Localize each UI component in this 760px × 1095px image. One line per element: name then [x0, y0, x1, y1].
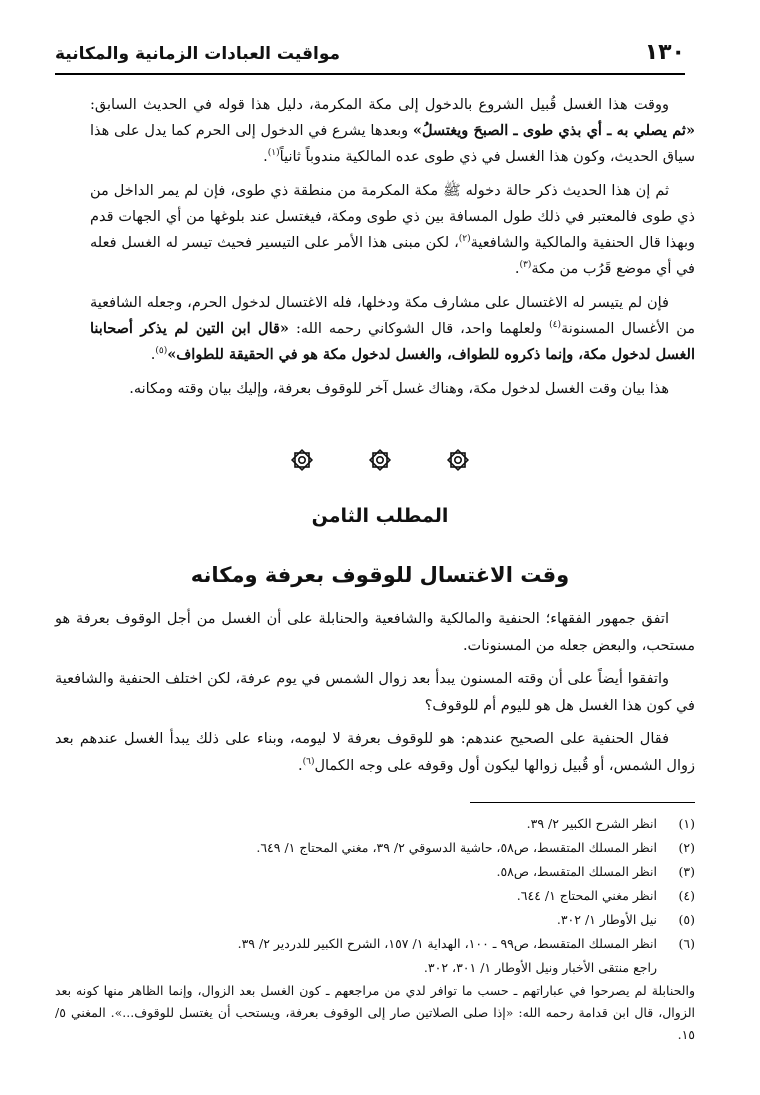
paragraph: ثم إن هذا الحديث ذكر حالة دخوله ﷺ مكة المكرمة من منطقة ذي طوى، فإن لم يمر الداخل من ذي طوى فالمعتبر في ذلك طول المسافة بين ذي طوى ومكة، فيغتسل عند بلوغها من أي الجهات قدم وبهذا قال الحنفية والمالكية والشافعية$^{(٢)}$، لكن مبنى هذا الأمر على التيسير فحيث تيسر له الغسل فعله في أي موضع قَرُب من مكة$^{(٣)}$. — [90, 183, 695, 277]
paragraph: فإن لم يتيسر له الاغتسال على مشارف مكة ودخلها، فله الاغتسال لدخول الحرم، وجعله الشافعية من الأغسال المسنونة$^{(٤)}$ ولعلهما واحد، قال الشوكاني رحمه الله: «قال ابن التين لم يذكر أصحابنا الغسل لدخول مكة، وإنما ذكروه للطواف، والغسل لدخول مكة هو في الحقيقة للطواف»$^{(٥)}$. — [90, 295, 696, 363]
footnotes — [55, 812, 695, 1046]
footnote-number: (٣) — [678, 864, 695, 879]
footnote-ref[interactable]: (٢) — [458, 234, 471, 245]
footnote-rule — [470, 802, 695, 803]
section-body-2 — [55, 606, 695, 786]
paragraph: اتفق جمهور الفقهاء؛ الحنفية والمالكية والشافعية والحنابلة على أن الغسل من أجل الوقوف بعرفة هو مستحب، والبعض جعله من المسنونات. — [55, 611, 695, 654]
footnote-number: (٦) — [678, 936, 695, 951]
footnote — [55, 932, 695, 956]
footnote-number: (٢) — [678, 840, 695, 855]
paragraph: واتفقوا أيضاً على أن وقته المسنون يبدأ بعد زوال الشمس في يوم عرفة، لكن اختلف الحنفية والشافعية في كون هذا الغسل هل هو لليوم أم للوقوف؟ — [55, 671, 695, 714]
header-rule — [55, 73, 685, 75]
footnote-number: (٥) — [678, 912, 695, 927]
footnote-text: انظر المسلك المتقسط، ص٥٨. — [496, 864, 657, 879]
section-title: وقت الاغتسال للوقوف بعرفة ومكانه — [190, 563, 570, 587]
quote: «قال ابن التين لم يذكر أصحابنا الغسل لدخول مكة، وإنما ذكروه للطواف، والغسل لدخول مكة هو في الحقيقة للطواف» — [90, 320, 695, 363]
hadith-quote: «ثم يصلي به ـ أي بذي طوى ـ الصبحَ ويغتسلُ» — [412, 122, 696, 139]
footnote-text: انظر الشرح الكبير ٢/ ٣٩. — [526, 816, 657, 831]
footnote — [55, 860, 695, 884]
footnote-paragraph: والحنابلة لم يصرحوا في عباراتهم ـ حسب ما توافر لدي من مراجعهم ـ كون الغسل بعد الزوال، وإنما الظاهر منها كونه بعد الزوال، قال ابن قدامة رحمه الله: «إذا صلى الصلاتين صار إلى الوقوف بعرفة، ويستحب أن يغتسل للوقوف...». المغني ٥/ ١٥. — [55, 983, 695, 1042]
ornament-icon — [290, 448, 314, 472]
ornament-icon — [446, 448, 470, 472]
section-label: المطلب الثامن — [311, 505, 449, 527]
footnote-number: (١) — [678, 816, 695, 831]
page-header — [55, 40, 685, 74]
footnote-ref[interactable]: (٤) — [549, 320, 562, 331]
footnote-text: انظر مغني المحتاج ١/ ٦٤٤. — [516, 888, 657, 903]
footnote-ref[interactable]: (٦) — [302, 757, 315, 768]
ornament-icon — [368, 448, 392, 472]
running-title: مواقيت العبادات الزمانية والمكانية — [55, 44, 340, 64]
page-number: ١٣٠ — [644, 40, 685, 65]
footnote — [55, 836, 695, 860]
footnote-text: انظر المسلك المتقسط، ص٩٩ ـ ١٠٠، الهداية ١/ ١٥٧، الشرح الكبير للدردير ٢/ ٣٩. — [237, 936, 657, 951]
footnote-ref[interactable]: (٣) — [519, 260, 532, 271]
section-divider — [290, 448, 470, 474]
footnote — [55, 812, 695, 836]
footnote-text: انظر المسلك المتقسط، ص٥٨، حاشية الدسوقي ٢/ ٣٩، مغني المحتاج ١/ ٦٤٩. — [256, 840, 657, 855]
footnote-text: نيل الأوطار ١/ ٣٠٢. — [556, 912, 657, 927]
footnote-ref[interactable]: (١) — [267, 148, 280, 159]
footnote — [55, 908, 695, 932]
footnote-ref[interactable]: (٥) — [155, 346, 168, 357]
section-body — [90, 92, 695, 410]
paragraph: فقال الحنفية على الصحيح عندهم: هو للوقوف بعرفة لا ليومه، وبناء على ذلك يبدأ الغسل عندهم بعد زوال الشمس، أو قُبيل زوالها ليكون أول وقوفه على وجه الكمال$^{(٦)}$. — [55, 731, 695, 774]
footnote — [55, 884, 695, 908]
paragraph: هذا بيان وقت الغسل لدخول مكة، وهناك غسل آخر للوقوف بعرفة، وإليك بيان وقته ومكانه. — [129, 381, 669, 397]
footnote-continuation: راجع منتقى الأخبار ونيل الأوطار ١/ ٣٠١، ٣٠٢. — [423, 960, 657, 975]
footnote-number: (٤) — [678, 888, 695, 903]
paragraph: ووقت هذا الغسل قُبيل الشروع بالدخول إلى مكة المكرمة، دليل هذا قوله في الحديث السابق: «ثم يصلي به ـ أي بذي طوى ـ الصبحَ ويغتسلُ» وبعدها يشرع في الدخول إلى الحرم كما يدل على هذا سياق الحديث، وكون هذا الغسل في ذي طوى عده المالكية مندوباً ثانياً$^{(١)}$. — [90, 97, 696, 165]
